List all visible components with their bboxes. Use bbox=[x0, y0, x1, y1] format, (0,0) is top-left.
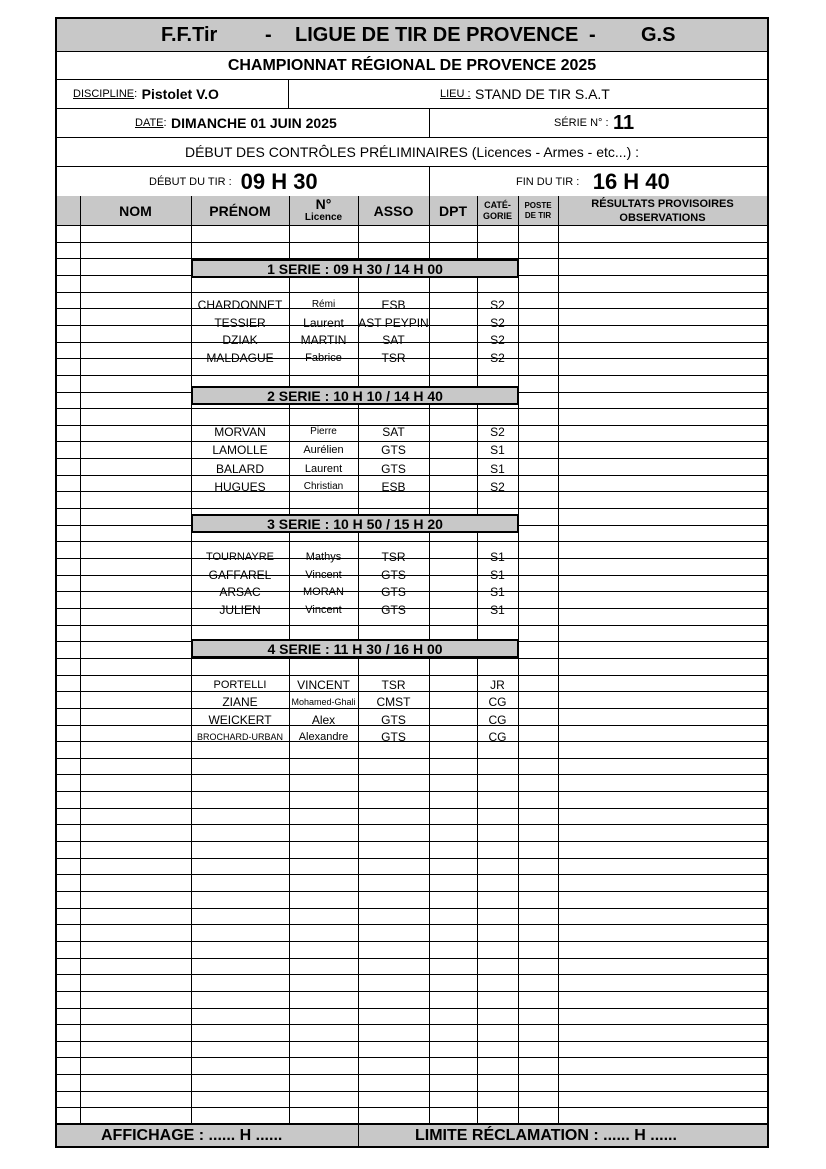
registration-sheet bbox=[55, 17, 769, 1148]
debut-field bbox=[149, 167, 318, 196]
entry-asso: TSR bbox=[381, 549, 406, 564]
grid-line bbox=[57, 1024, 767, 1025]
entry-categorie: S2 bbox=[490, 424, 505, 439]
debut-value: 09 H 30 bbox=[240, 168, 318, 194]
serie-value: 11 bbox=[612, 111, 635, 134]
col-prenom: PRÉNOM bbox=[209, 202, 271, 219]
grid-line bbox=[57, 658, 767, 659]
org-left: F.F.Tir bbox=[161, 23, 218, 46]
grid-line bbox=[57, 908, 767, 909]
col-resultats bbox=[558, 196, 767, 225]
entry-nom: GAFFAREL bbox=[208, 567, 272, 582]
entry-nom: CHARDONNET bbox=[197, 297, 283, 312]
series-header: 4 SERIE : 11 H 30 / 16 H 00 bbox=[191, 639, 519, 658]
entry-nom: BROCHARD-URBAN bbox=[196, 731, 283, 742]
entry-categorie: S1 bbox=[490, 567, 505, 582]
date-label: DATE bbox=[135, 117, 164, 129]
grid-line bbox=[57, 1107, 767, 1108]
col-resultats-top: RÉSULTATS PROVISOIRES bbox=[591, 197, 734, 210]
col-asso: ASSO bbox=[373, 202, 414, 219]
grid-line bbox=[57, 774, 767, 775]
entry-asso: GTS bbox=[381, 442, 406, 457]
table-row bbox=[57, 423, 767, 440]
series-header: 2 SERIE : 10 H 10 / 14 H 40 bbox=[191, 386, 519, 405]
entry-prenom: Laurent bbox=[303, 315, 344, 330]
entry-categorie: S1 bbox=[490, 602, 505, 617]
grid-line bbox=[57, 824, 767, 825]
entry-prenom: Alexandre bbox=[298, 730, 349, 743]
entry-nom: MORVAN bbox=[214, 424, 266, 439]
grid-line bbox=[57, 225, 767, 226]
fin-field bbox=[516, 167, 670, 196]
entry-asso: ESB bbox=[381, 297, 406, 312]
discipline-row bbox=[57, 80, 767, 109]
title-separator: - bbox=[265, 23, 272, 46]
entry-prenom: Mathys bbox=[305, 550, 342, 563]
serie-label: SÉRIE N° : bbox=[554, 117, 609, 129]
grid-line bbox=[57, 958, 767, 959]
entry-asso: GTS bbox=[381, 567, 406, 582]
entry-categorie: S1 bbox=[490, 461, 505, 476]
entry-asso: AST PEYPIN bbox=[358, 315, 429, 330]
grid-line bbox=[57, 458, 767, 459]
series-header: 1 SERIE : 09 H 30 / 14 H 00 bbox=[191, 259, 519, 278]
entry-nom: TOURNAYRE bbox=[205, 550, 275, 563]
discipline-separator: : bbox=[134, 88, 138, 100]
entry-prenom: Mohamed-Ghali bbox=[291, 696, 356, 707]
serie-field bbox=[554, 109, 634, 137]
date-separator: : bbox=[163, 117, 167, 129]
series-header: 3 SERIE : 10 H 50 / 15 H 20 bbox=[191, 514, 519, 533]
col-poste bbox=[518, 196, 558, 225]
entry-asso: SAT bbox=[382, 424, 405, 439]
grid-line bbox=[57, 991, 767, 992]
col-resultats-bottom: OBSERVATIONS bbox=[619, 211, 706, 224]
lieu-value: STAND DE TIR S.A.T bbox=[475, 86, 610, 102]
grid-line bbox=[57, 974, 767, 975]
discipline-field bbox=[73, 80, 219, 108]
table-row bbox=[57, 566, 767, 583]
entry-nom: MALDAGUE bbox=[206, 350, 274, 365]
entry-categorie: S2 bbox=[490, 315, 505, 330]
grid-line bbox=[57, 758, 767, 759]
entry-asso: TSR bbox=[381, 677, 406, 692]
entry-nom: ARSAC bbox=[219, 584, 261, 599]
discipline-value: Pistolet V.O bbox=[141, 86, 219, 102]
entry-prenom: Alex bbox=[311, 712, 336, 727]
col-categorie-bottom: GORIE bbox=[482, 210, 512, 221]
grid-line bbox=[57, 625, 767, 626]
entry-categorie: S1 bbox=[490, 442, 505, 457]
fin-label: FIN DU TIR : bbox=[516, 175, 580, 188]
entry-categorie: CG bbox=[488, 694, 507, 709]
entry-asso: GTS bbox=[381, 461, 406, 476]
entry-prenom: Rémi bbox=[311, 299, 336, 310]
col-poste-top: POSTE bbox=[524, 200, 552, 210]
entry-prenom: MARTIN bbox=[300, 332, 347, 347]
column-header-row bbox=[57, 196, 767, 226]
col-categorie-top: CATÉ- bbox=[484, 199, 511, 210]
col-licence-top: N° bbox=[315, 195, 332, 212]
table-row bbox=[57, 548, 767, 565]
league-title: LIGUE DE TIR DE PROVENCE bbox=[295, 23, 579, 46]
discipline-label: DISCIPLINE bbox=[73, 88, 135, 100]
entry-prenom: Aurélien bbox=[303, 443, 344, 456]
entry-prenom: Pierre bbox=[310, 426, 337, 437]
date-value: DIMANCHE 01 JUIN 2025 bbox=[171, 115, 337, 131]
entry-asso: SAT bbox=[382, 332, 405, 347]
affichage-field: AFFICHAGE : ...... H ...... bbox=[101, 1126, 283, 1144]
table-row bbox=[57, 693, 767, 710]
table-row bbox=[57, 583, 767, 600]
col-dpt: DPT bbox=[439, 202, 467, 219]
col-nom: NOM bbox=[119, 202, 152, 219]
table-row bbox=[57, 314, 767, 331]
entry-categorie: CG bbox=[488, 729, 507, 744]
fin-value: 16 H 40 bbox=[592, 168, 670, 194]
entry-asso: GTS bbox=[381, 602, 406, 617]
entry-asso: GTS bbox=[381, 729, 406, 744]
col-licence-bottom: Licence bbox=[304, 211, 343, 223]
grid-line bbox=[57, 508, 767, 509]
entry-prenom: Vincent bbox=[305, 603, 342, 616]
entry-nom: ZIANE bbox=[222, 694, 258, 709]
entry-nom: DZIAK bbox=[222, 332, 258, 347]
grid-line bbox=[57, 941, 767, 942]
entry-categorie: S1 bbox=[490, 584, 505, 599]
entry-nom: WEICKERT bbox=[208, 712, 272, 727]
grid-line bbox=[57, 1091, 767, 1092]
table-row bbox=[57, 711, 767, 728]
limite-reclamation-field: LIMITE RÉCLAMATION : ...... H ...... bbox=[415, 1126, 677, 1144]
time-row bbox=[57, 167, 767, 197]
grid-line bbox=[57, 841, 767, 842]
table-row bbox=[57, 460, 767, 477]
entry-prenom: Christian bbox=[303, 481, 344, 492]
table-row bbox=[57, 296, 767, 313]
grid-line bbox=[57, 808, 767, 809]
footer-row bbox=[57, 1123, 767, 1146]
entry-asso: CMST bbox=[376, 694, 411, 709]
entry-nom: BALARD bbox=[215, 461, 265, 476]
entry-categorie: S2 bbox=[490, 479, 505, 494]
col-poste-bottom: DE TIR bbox=[524, 210, 552, 220]
table-row bbox=[57, 349, 767, 366]
grid-line bbox=[57, 242, 767, 243]
grid-line bbox=[57, 541, 767, 542]
entry-prenom: VINCENT bbox=[297, 677, 350, 692]
entry-categorie: S1 bbox=[490, 549, 505, 564]
entry-asso: ESB bbox=[381, 479, 406, 494]
debut-label: DÉBUT DU TIR : bbox=[149, 175, 232, 188]
entry-asso: GTS bbox=[381, 712, 406, 727]
grid-line bbox=[57, 1008, 767, 1009]
grid-line bbox=[57, 858, 767, 859]
grid-line bbox=[57, 891, 767, 892]
championship-row bbox=[57, 52, 767, 80]
entry-prenom: MORAN bbox=[303, 585, 344, 598]
title-separator: - bbox=[589, 23, 596, 46]
entry-nom: LAMOLLE bbox=[212, 442, 268, 457]
entry-prenom: Vincent bbox=[305, 568, 342, 581]
table-row bbox=[57, 331, 767, 348]
lieu-field bbox=[440, 80, 610, 108]
org-right: G.S bbox=[641, 23, 676, 46]
title-row bbox=[57, 19, 767, 52]
entry-nom: PORTELLI bbox=[213, 678, 267, 691]
controls-row bbox=[57, 138, 767, 167]
entry-categorie: CG bbox=[488, 712, 507, 727]
grid-line bbox=[57, 292, 767, 293]
entry-asso: TSR bbox=[381, 350, 406, 365]
entry-categorie: S2 bbox=[490, 350, 505, 365]
grid-line bbox=[57, 375, 767, 376]
grid-line bbox=[57, 1074, 767, 1075]
grid-line bbox=[57, 1057, 767, 1058]
grid-line bbox=[57, 874, 767, 875]
championship-title: CHAMPIONNAT RÉGIONAL DE PROVENCE 2025 bbox=[227, 56, 597, 74]
entry-prenom: Laurent bbox=[304, 462, 343, 475]
date-row bbox=[57, 109, 767, 138]
entries-grid bbox=[57, 196, 767, 1123]
col-categorie bbox=[477, 196, 518, 225]
table-row bbox=[57, 478, 767, 495]
col-licence bbox=[289, 196, 358, 225]
controls-text: DÉBUT DES CONTRÔLES PRÉLIMINAIRES (Licences - Armes - etc...) : bbox=[184, 144, 640, 160]
entry-prenom: Fabrice bbox=[305, 351, 342, 364]
grid-line bbox=[57, 408, 767, 409]
entry-categorie: S2 bbox=[490, 332, 505, 347]
table-row bbox=[57, 441, 767, 458]
entry-nom: JULIEN bbox=[219, 602, 261, 617]
grid-line bbox=[57, 791, 767, 792]
entry-categorie: JR bbox=[490, 677, 505, 692]
entry-nom: TESSIER bbox=[214, 315, 266, 330]
entry-asso: GTS bbox=[381, 584, 406, 599]
grid-line bbox=[57, 924, 767, 925]
table-row bbox=[57, 728, 767, 745]
lieu-label: LIEU : bbox=[440, 88, 471, 100]
entry-nom: HUGUES bbox=[214, 479, 266, 494]
table-row bbox=[57, 601, 767, 618]
entry-categorie: S2 bbox=[490, 297, 505, 312]
grid-line bbox=[57, 1041, 767, 1042]
table-row bbox=[57, 676, 767, 693]
date-field bbox=[135, 109, 337, 137]
